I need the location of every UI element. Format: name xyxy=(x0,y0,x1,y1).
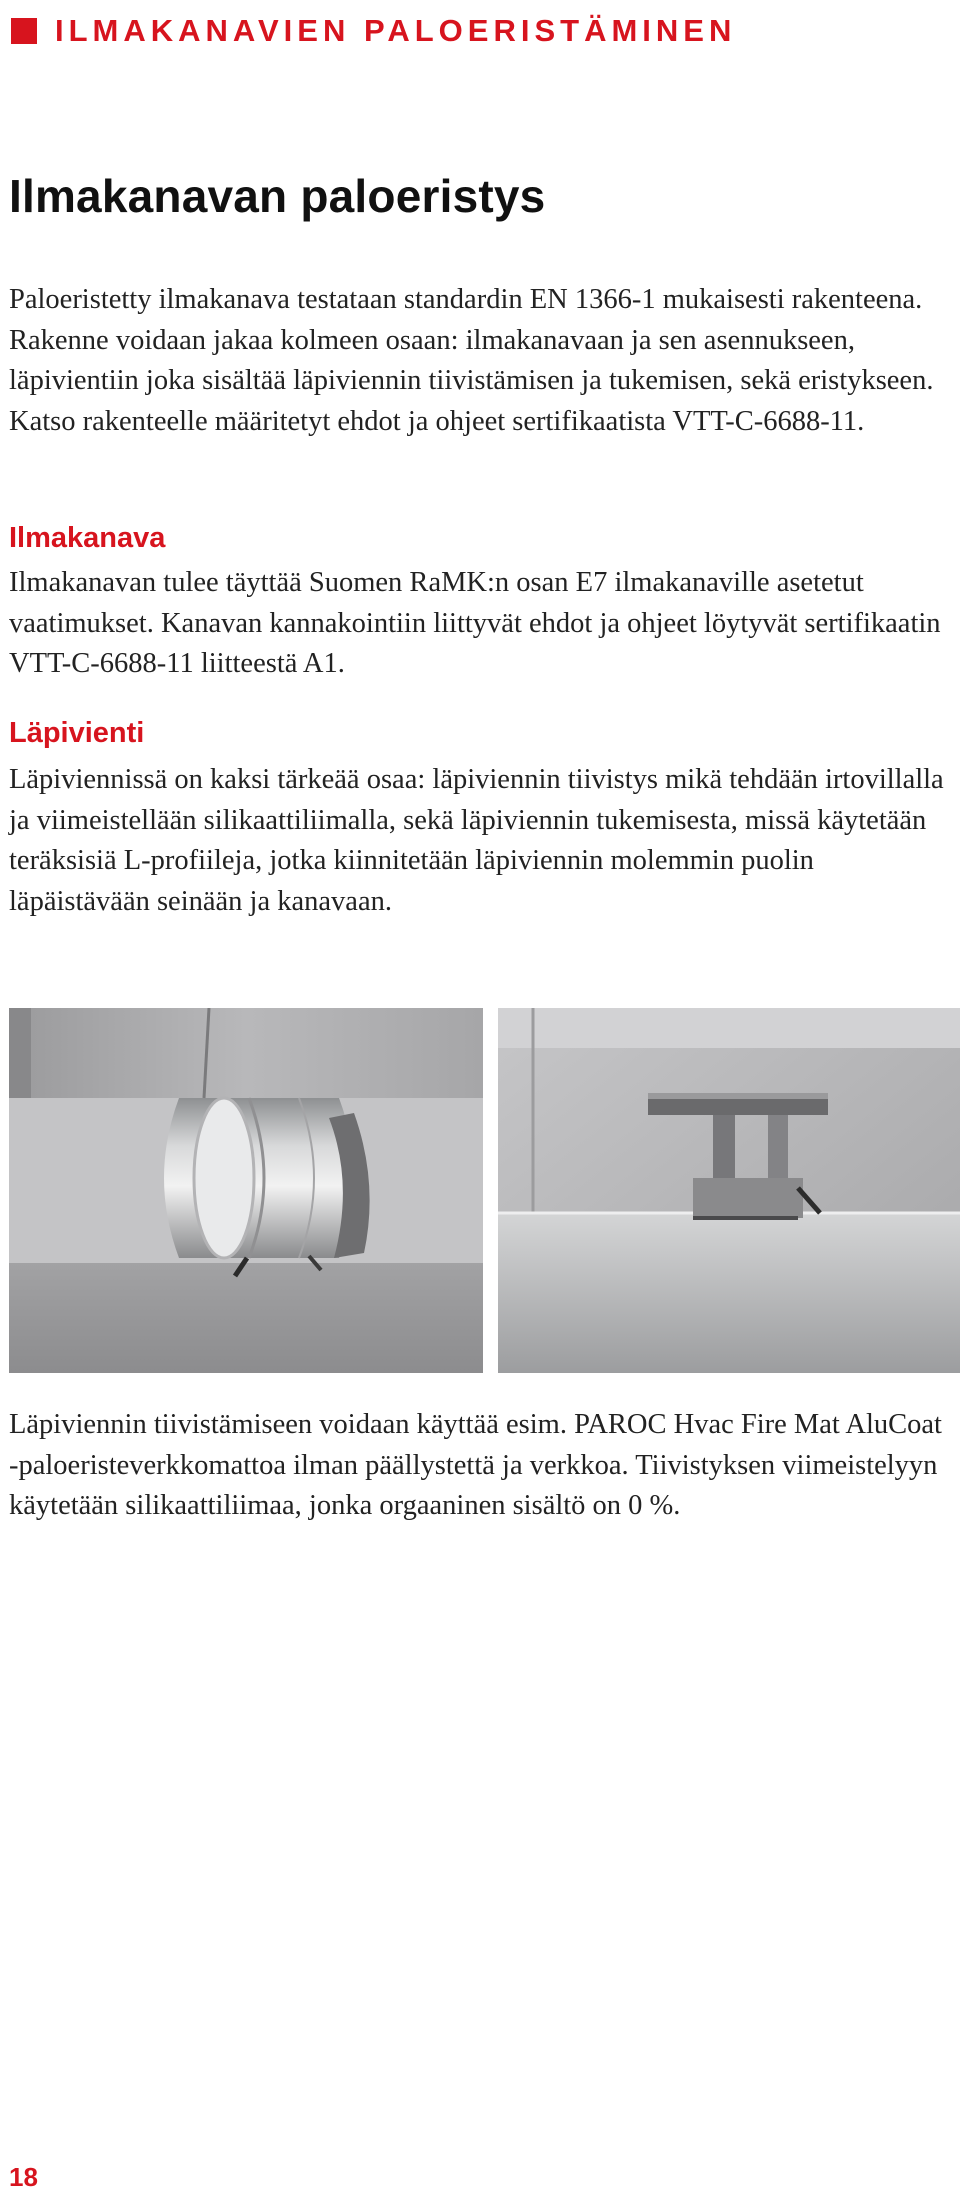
page-number: 18 xyxy=(9,2162,38,2192)
photo-caption-paragraph: Läpiviennin tiivistämiseen voidaan käyttää esim. PAROC Hvac Fire Mat AluCoat -paloeristeverkkomattoa ilman päällystettä ja verkkoa. Tiivistyksen viimeistelyyn käytetään silikaattiliimaa, jonka orgaaninen sisältö on 0 %. xyxy=(9,1409,942,1521)
heading-ilmakanava: Ilmakanava xyxy=(9,522,166,554)
intro-paragraph: Paloeristetty ilmakanava testataan standardin EN 1366-1 mukaisesti rakenteena. Rakenne voidaan jakaa kolmeen osaan: ilmakanavaan ja sen asennukseen, läpivientiin joka sisältää läpiviennin tiivistämisen ja tukemisen, sekä eristykseen. Katso rakenteelle määritetyt ehdot ja ohjeet sertifikaatista VTT-C-6688-11. xyxy=(9,284,934,437)
paragraph-ilmakanava: Ilmakanavan tulee täyttää Suomen RaMK:n osan E7 ilmakanaville asetetut vaatimukset. Kanavan kannakointiin liittyvät ehdot ja ohjeet löytyvät sertifikaatin VTT-C-6688-11 liitteestä A1. xyxy=(9,567,941,679)
photo-duct-penetration-seal xyxy=(9,1008,483,1373)
section-header xyxy=(11,14,736,48)
section-header-label: ILMAKANAVIEN PALOERISTÄMINEN xyxy=(55,13,737,48)
paragraph-lapivienti: Läpiviennissä on kaksi tärkeää osaa: läpiviennin tiivistys mikä tehdään irtovillalla ja viimeistellään silikaattiliimalla, sekä läpiviennin tukemisesta, missä käytetään teräksisiä L-profiileja, jotka kiinnitetään läpiviennin molemmin puolin läpäistävään seinään ja kanavaan. xyxy=(9,764,944,917)
heading-lapivienti: Läpivienti xyxy=(9,717,145,749)
page-title: Ilmakanavan paloeristys xyxy=(9,170,546,222)
red-square-marker xyxy=(11,18,37,44)
photo-l-profile-supports xyxy=(498,1008,960,1373)
